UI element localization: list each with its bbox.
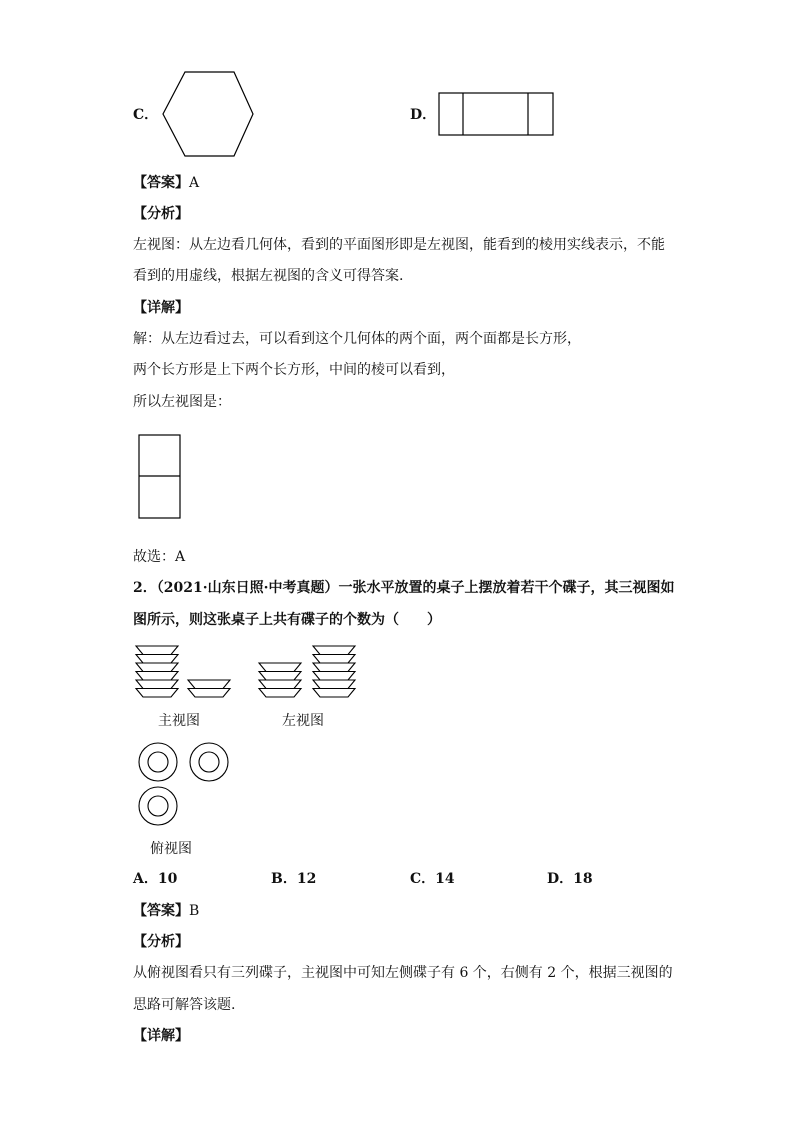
plate (259, 663, 301, 672)
q1-detail-line2: 两个长方形是上下两个长方形，中间的棱可以看到， (133, 362, 455, 378)
q2-stem-line2: 图所示，则这张桌子上共有碟子的个数为（ ） (133, 612, 441, 628)
answer-tag: 【答案】 (133, 903, 189, 919)
top-view-label: 俯视图 (150, 841, 192, 857)
plate (188, 689, 230, 698)
plate (313, 646, 355, 655)
plate (136, 646, 178, 655)
left-view-left-stack (259, 663, 301, 697)
front-view-right-stack (188, 680, 230, 697)
q2-analysis-line1: 从俯视图看只有三列碟子，主视图中可知左侧碟子有 6 个，右侧有 2 个，根据三视图的 (133, 965, 673, 981)
answer-value: A (189, 175, 200, 191)
plate (259, 689, 301, 698)
plate (259, 680, 301, 689)
q1-analysis-line1: 左视图：从左边看几何体，看到的平面图形即是左视图，能看到的棱用实线表示，不能 (133, 237, 665, 253)
plate (313, 655, 355, 664)
q1-detail-tag: 【详解】 (133, 300, 189, 316)
plate-inner-circle (199, 752, 219, 772)
plate (313, 663, 355, 672)
plate-outer-circle (139, 743, 177, 781)
plate-inner-circle (148, 796, 168, 816)
plate (136, 655, 178, 664)
top-view-circle-3 (139, 787, 177, 825)
q1-detail-line3: 所以左视图是： (133, 394, 231, 410)
plate (136, 663, 178, 672)
front-view-label: 主视图 (158, 713, 200, 729)
q1-analysis-line2: 看到的用虚线，根据左视图的含义可得答案. (133, 268, 404, 284)
q2-stem-line1: 2．（2021·山东日照·中考真题）一张水平放置的桌子上摆放着若干个碟子，其三视图如 (133, 580, 675, 596)
plate (313, 672, 355, 681)
q1-conclusion: 故选：A (133, 549, 186, 565)
plate (313, 689, 355, 698)
plate (259, 672, 301, 681)
plate (188, 680, 230, 689)
left-view-right-stack (313, 646, 355, 697)
plate-outer-circle (139, 787, 177, 825)
choice-d: D．18 (547, 871, 593, 887)
q2-analysis-tag: 【分析】 (133, 934, 189, 950)
answer-value: B (189, 903, 200, 919)
plate-outer-circle (190, 743, 228, 781)
choice-a: A．10 (133, 871, 178, 887)
plate (136, 672, 178, 681)
choice-c: C．14 (410, 871, 455, 887)
top-view-circle-1 (139, 743, 177, 781)
option-c-label: C． (133, 107, 159, 123)
q2-answer (133, 900, 199, 920)
option-d-label: D． (410, 107, 437, 123)
q1-analysis-tag: 【分析】 (133, 206, 189, 222)
top-view-circle-2 (190, 743, 228, 781)
plate (136, 680, 178, 689)
plate (313, 680, 355, 689)
plate (136, 689, 178, 698)
left-view-label: 左视图 (282, 713, 324, 729)
plate-inner-circle (148, 752, 168, 772)
front-view-left-stack (136, 646, 178, 697)
q1-detail-line1: 解：从左边看过去，可以看到这个几何体的两个面，两个面都是长方形， (133, 331, 581, 347)
choice-b: B．12 (271, 871, 317, 887)
q2-detail-tag: 【详解】 (133, 1028, 189, 1044)
answer-tag: 【答案】 (133, 175, 189, 191)
q2-analysis-line2: 思路可解答该题. (133, 997, 236, 1013)
